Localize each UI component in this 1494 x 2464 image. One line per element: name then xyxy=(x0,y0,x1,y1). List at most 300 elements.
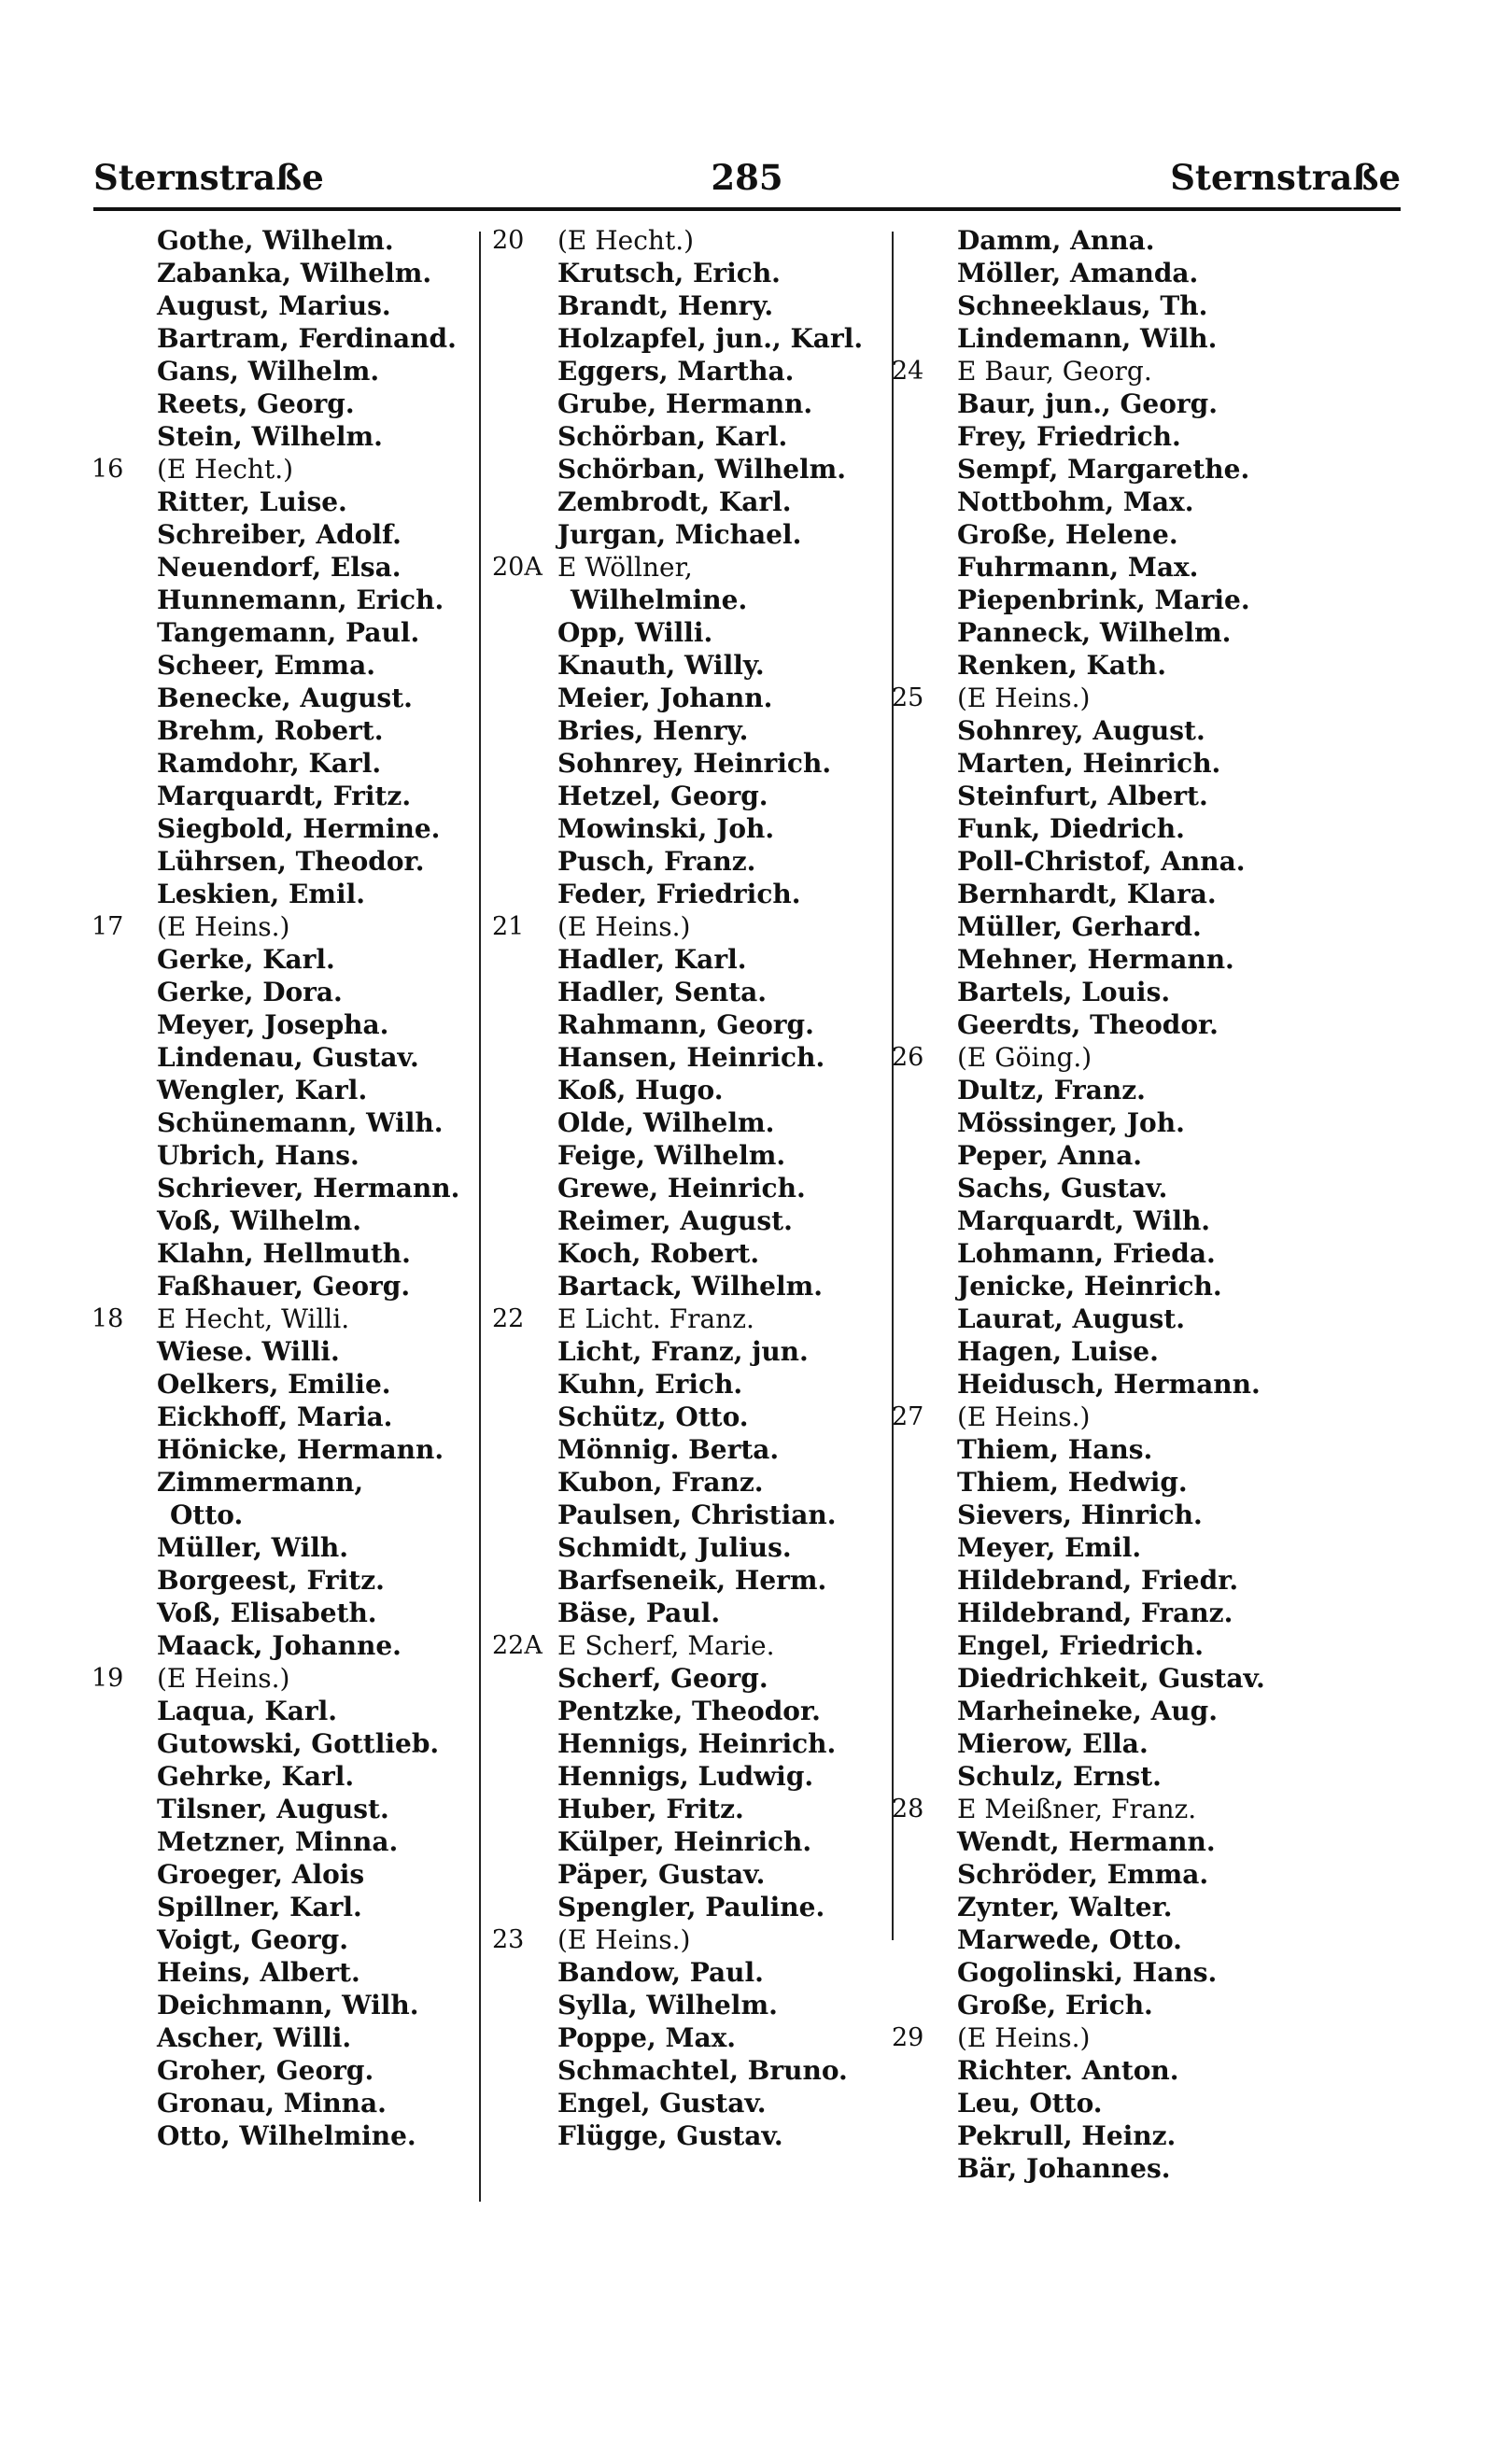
resident-name: Bandow, Paul. xyxy=(557,1957,764,1988)
resident-row xyxy=(92,2054,456,2087)
resident-row xyxy=(892,2054,1256,2087)
resident-row xyxy=(892,616,1256,649)
resident-name: Olde, Wilhelm. xyxy=(557,1107,775,1138)
column-2 xyxy=(492,224,864,2152)
resident-row xyxy=(892,1302,1256,1335)
resident-row xyxy=(92,1858,456,1891)
house-number: 18 xyxy=(92,1304,124,1333)
resident-name: Deichmann, Wilh. xyxy=(157,1990,419,2020)
resident-row xyxy=(492,289,856,322)
resident-row xyxy=(892,649,1256,682)
resident-name: Fuhrmann, Max. xyxy=(957,552,1199,583)
resident-row xyxy=(92,486,456,518)
resident-name: (E Hecht.) xyxy=(557,225,695,256)
resident-name: Neuendorf, Elsa. xyxy=(157,552,402,583)
resident-name: Tilsner, August. xyxy=(157,1794,389,1824)
resident-name: Schünemann, Wilh. xyxy=(157,1107,444,1138)
resident-name: Lührsen, Theodor. xyxy=(157,846,425,877)
house-number: 29 xyxy=(892,2023,924,2052)
resident-name: Hagen, Luise. xyxy=(957,1336,1159,1367)
resident-row xyxy=(92,649,456,682)
resident-name: Reets, Georg. xyxy=(157,388,355,419)
resident-row xyxy=(92,518,456,551)
resident-row xyxy=(92,387,456,420)
resident-row xyxy=(92,1106,456,1139)
resident-name: (E Heins.) xyxy=(557,1924,691,1955)
resident-row xyxy=(492,2021,856,2054)
house-number-row xyxy=(92,910,456,943)
resident-name: Ubrich, Hans. xyxy=(157,1140,359,1171)
resident-row xyxy=(892,845,1256,878)
house-number: 27 xyxy=(892,1402,924,1431)
resident-row xyxy=(892,1008,1256,1041)
resident-name: Krutsch, Erich. xyxy=(557,258,781,289)
resident-row xyxy=(892,1825,1256,1858)
resident-name: Klahn, Hellmuth. xyxy=(157,1238,411,1269)
resident-name: Otto. xyxy=(170,1500,244,1530)
resident-row xyxy=(92,322,456,355)
resident-name: Leu, Otto. xyxy=(957,2088,1103,2119)
resident-name: Hönicke, Hermann. xyxy=(157,1434,444,1465)
resident-row xyxy=(892,1531,1256,1564)
resident-name: Steinfurt, Albert. xyxy=(957,781,1208,811)
resident-name: Zimmermann, xyxy=(157,1467,364,1498)
resident-row xyxy=(92,1629,456,1662)
resident-name: Hunnemann, Erich. xyxy=(157,584,444,615)
resident-name: Brehm, Robert. xyxy=(157,715,384,746)
resident-row xyxy=(492,1858,856,1891)
resident-row xyxy=(492,387,856,420)
resident-row xyxy=(92,1335,456,1368)
resident-name: Mowinski, Joh. xyxy=(557,813,775,844)
resident-name: Kuhn, Erich. xyxy=(557,1369,743,1400)
resident-row xyxy=(92,682,456,714)
resident-row xyxy=(892,1074,1256,1106)
resident-name: Feder, Friedrich. xyxy=(557,879,801,909)
resident-row xyxy=(492,845,856,878)
resident-name: Große, Erich. xyxy=(957,1990,1153,2020)
resident-row xyxy=(492,1825,856,1858)
resident-row xyxy=(92,812,456,845)
house-number: 23 xyxy=(492,1925,525,1954)
resident-name: Zembrodt, Karl. xyxy=(557,486,792,517)
resident-name: Oelkers, Emilie. xyxy=(157,1369,391,1400)
resident-name: Rahmann, Georg. xyxy=(557,1009,814,1040)
resident-row xyxy=(892,1172,1256,1204)
resident-row xyxy=(492,1727,856,1760)
resident-row xyxy=(892,747,1256,780)
resident-name: Pusch, Franz. xyxy=(557,846,756,877)
resident-row xyxy=(892,1499,1256,1531)
resident-row xyxy=(892,714,1256,747)
resident-row xyxy=(892,1956,1256,1989)
resident-name: Poppe, Max. xyxy=(557,2022,737,2053)
resident-row xyxy=(492,1891,856,1923)
resident-name: Scheer, Emma. xyxy=(157,650,375,681)
house-number-row xyxy=(892,1041,1256,1074)
resident-row xyxy=(92,845,456,878)
resident-name: Gogolinski, Hans. xyxy=(957,1957,1218,1988)
resident-row xyxy=(92,584,456,616)
resident-name: Poll-Christof, Anna. xyxy=(957,846,1246,877)
resident-name: Dultz, Franz. xyxy=(957,1075,1146,1105)
resident-name: Gans, Wilhelm. xyxy=(157,356,380,387)
resident-name: Panneck, Wilhelm. xyxy=(957,617,1232,648)
resident-name: Gerke, Karl. xyxy=(157,944,335,975)
resident-name: Zabanka, Wilhelm. xyxy=(157,258,432,289)
resident-row xyxy=(492,486,856,518)
resident-name: E Wöllner, xyxy=(557,552,693,583)
resident-name: Jurgan, Michael. xyxy=(557,519,802,550)
resident-name: Sylla, Wilhelm. xyxy=(557,1990,778,2020)
resident-name: Schneeklaus, Th. xyxy=(957,290,1208,321)
resident-name: Voigt, Georg. xyxy=(157,1924,348,1955)
resident-name: E Licht. Franz. xyxy=(557,1303,754,1334)
resident-row xyxy=(92,355,456,387)
resident-name: Meyer, Josepha. xyxy=(157,1009,389,1040)
resident-name: Barfseneik, Herm. xyxy=(557,1565,827,1596)
resident-name: Zynter, Walter. xyxy=(957,1892,1173,1922)
resident-name: Meyer, Emil. xyxy=(957,1532,1142,1563)
house-number: 24 xyxy=(892,357,924,386)
resident-row xyxy=(492,682,856,714)
resident-row xyxy=(492,1433,856,1466)
resident-row xyxy=(92,780,456,812)
house-number-row xyxy=(492,1923,856,1956)
resident-row xyxy=(92,976,456,1008)
resident-row xyxy=(92,1139,456,1172)
resident-row xyxy=(492,1401,856,1433)
resident-row xyxy=(892,1695,1256,1727)
resident-row xyxy=(92,1531,456,1564)
resident-row xyxy=(892,551,1256,584)
resident-row xyxy=(892,1106,1256,1139)
street-name-right: Sternstraße xyxy=(1170,157,1401,198)
resident-name: Gutowski, Gottlieb. xyxy=(157,1728,440,1759)
resident-row xyxy=(492,1956,856,1989)
resident-name: Ritter, Luise. xyxy=(157,486,347,517)
resident-row xyxy=(492,2087,856,2119)
resident-row xyxy=(892,289,1256,322)
resident-name: Heins, Albert. xyxy=(157,1957,360,1988)
resident-name: Bartram, Ferdinand. xyxy=(157,323,457,354)
resident-name: Engel, Friedrich. xyxy=(957,1630,1204,1661)
resident-row xyxy=(492,453,856,486)
house-number-row xyxy=(892,1401,1256,1433)
resident-row xyxy=(892,1989,1256,2021)
resident-row xyxy=(492,943,856,976)
house-number-row xyxy=(892,355,1256,387)
resident-name: Wiese. Willi. xyxy=(157,1336,340,1367)
resident-row xyxy=(492,322,864,355)
resident-name: Siegbold, Hermine. xyxy=(157,813,441,844)
resident-row xyxy=(892,1139,1256,1172)
resident-name: Reimer, August. xyxy=(557,1205,793,1236)
resident-row xyxy=(892,1204,1256,1237)
resident-row xyxy=(492,1695,856,1727)
resident-name: Koch, Robert. xyxy=(557,1238,760,1269)
resident-name: Grube, Hermann. xyxy=(557,388,813,419)
resident-name: Mierow, Ella. xyxy=(957,1728,1149,1759)
resident-row xyxy=(92,257,456,289)
resident-name: Mönnig. Berta. xyxy=(557,1434,780,1465)
resident-row xyxy=(92,1597,456,1629)
resident-name: Maack, Johanne. xyxy=(157,1630,402,1661)
column-3 xyxy=(892,224,1265,2185)
resident-row xyxy=(492,714,856,747)
resident-name: Bäse, Paul. xyxy=(557,1598,721,1628)
resident-name: Peper, Anna. xyxy=(957,1140,1143,1171)
resident-name: Stein, Wilhelm. xyxy=(157,421,383,452)
resident-row xyxy=(492,1760,856,1793)
resident-row xyxy=(492,1368,856,1401)
resident-row xyxy=(92,2021,456,2054)
house-number-row xyxy=(492,551,856,584)
resident-row xyxy=(92,1433,456,1466)
resident-row xyxy=(92,1760,456,1793)
resident-name: Pekrull, Heinz. xyxy=(957,2120,1177,2151)
resident-row xyxy=(492,747,856,780)
resident-row xyxy=(492,1074,856,1106)
resident-row xyxy=(892,420,1256,453)
resident-name: Mehner, Hermann. xyxy=(957,944,1234,975)
resident-row xyxy=(92,943,456,976)
house-number: 20A xyxy=(492,553,543,582)
resident-name: Müller, Gerhard. xyxy=(957,911,1202,942)
resident-name: Baur, jun., Georg. xyxy=(957,388,1218,419)
resident-name: Schriever, Hermann. xyxy=(157,1173,460,1204)
resident-name: Kubon, Franz. xyxy=(557,1467,764,1498)
resident-name: Wengler, Karl. xyxy=(157,1075,368,1105)
resident-name: Damm, Anna. xyxy=(957,225,1155,256)
resident-row xyxy=(892,878,1256,910)
resident-name: (E Hecht.) xyxy=(157,454,294,485)
resident-row xyxy=(92,1727,456,1760)
resident-row xyxy=(92,1368,456,1401)
resident-name: Eickhoff, Maria. xyxy=(157,1401,393,1432)
resident-name: Wilhelmine. xyxy=(571,584,748,615)
resident-row xyxy=(492,976,856,1008)
resident-name: (E Heins.) xyxy=(157,911,290,942)
page-header xyxy=(93,157,1401,204)
house-number: 22 xyxy=(492,1304,525,1333)
resident-name: Gehrke, Karl. xyxy=(157,1761,355,1792)
resident-name: Nottbohm, Max. xyxy=(957,486,1194,517)
resident-name: (E Heins.) xyxy=(557,911,691,942)
resident-name: Metzner, Minna. xyxy=(157,1826,399,1857)
resident-row xyxy=(892,1662,1265,1695)
resident-name: Sohnrey, Heinrich. xyxy=(557,748,832,779)
resident-name: Sachs, Gustav. xyxy=(957,1173,1168,1204)
resident-row xyxy=(92,1564,456,1597)
resident-name: Bartels, Louis. xyxy=(957,977,1171,1007)
resident-row xyxy=(892,1335,1256,1368)
resident-name: Frey, Friedrich. xyxy=(957,421,1181,452)
resident-row xyxy=(92,1793,456,1825)
resident-row xyxy=(492,420,856,453)
resident-name: Große, Helene. xyxy=(957,519,1178,550)
resident-row xyxy=(92,1401,456,1433)
resident-row xyxy=(492,1106,856,1139)
resident-name: Paulsen, Christian. xyxy=(557,1500,837,1530)
house-number-row xyxy=(892,682,1256,714)
resident-row xyxy=(492,1204,856,1237)
resident-row xyxy=(892,322,1256,355)
resident-row xyxy=(892,1629,1256,1662)
resident-row xyxy=(92,1956,456,1989)
resident-row xyxy=(892,453,1256,486)
house-number: 28 xyxy=(892,1795,924,1823)
resident-name: Marwede, Otto. xyxy=(957,1924,1182,1955)
house-number-row xyxy=(92,1662,456,1695)
resident-row xyxy=(92,1989,456,2021)
resident-row xyxy=(892,1433,1256,1466)
resident-name: Sievers, Hinrich. xyxy=(957,1500,1203,1530)
resident-row xyxy=(92,1074,456,1106)
resident-row xyxy=(92,616,456,649)
resident-row xyxy=(492,780,856,812)
resident-row xyxy=(492,2119,856,2152)
resident-name: Faßhauer, Georg. xyxy=(157,1271,411,1302)
resident-name: Marquardt, Fritz. xyxy=(157,781,412,811)
resident-name: Flügge, Gustav. xyxy=(557,2120,783,2151)
resident-name: Külper, Heinrich. xyxy=(557,1826,812,1857)
resident-name: Wendt, Hermann. xyxy=(957,1826,1216,1857)
resident-row xyxy=(492,355,856,387)
resident-name: Bär, Johannes. xyxy=(957,2153,1171,2184)
house-number: 16 xyxy=(92,455,124,484)
header-rule xyxy=(93,207,1401,211)
resident-name: Leskien, Emil. xyxy=(157,879,365,909)
resident-row xyxy=(92,1891,456,1923)
resident-row xyxy=(892,1368,1261,1401)
resident-name: Voß, Wilhelm. xyxy=(157,1205,362,1236)
resident-name: August, Marius. xyxy=(157,290,391,321)
resident-name: Ramdohr, Karl. xyxy=(157,748,382,779)
resident-row xyxy=(892,224,1256,257)
resident-name: Schröder, Emma. xyxy=(957,1859,1209,1890)
resident-row xyxy=(492,1270,856,1302)
resident-row xyxy=(492,2054,856,2087)
resident-name: Jenicke, Heinrich. xyxy=(957,1271,1222,1302)
resident-row xyxy=(892,2119,1256,2152)
resident-name: Marten, Heinrich. xyxy=(957,748,1221,779)
house-number-row xyxy=(492,1302,856,1335)
resident-row xyxy=(892,1891,1256,1923)
resident-row xyxy=(492,649,856,682)
resident-row xyxy=(892,976,1256,1008)
resident-name: Marheineke, Aug. xyxy=(957,1696,1218,1726)
resident-row xyxy=(492,1499,856,1531)
resident-row xyxy=(892,943,1256,976)
resident-name: Tangemann, Paul. xyxy=(157,617,420,648)
resident-row xyxy=(492,584,856,616)
resident-name: Thiem, Hedwig. xyxy=(957,1467,1188,1498)
house-number-row xyxy=(892,1793,1256,1825)
resident-name: Scherf, Georg. xyxy=(557,1663,768,1694)
resident-name: Diedrichkeit, Gustav. xyxy=(957,1663,1265,1694)
resident-name: Feige, Wilhelm. xyxy=(557,1140,786,1171)
house-number-row xyxy=(92,453,456,486)
resident-row xyxy=(892,257,1256,289)
resident-row xyxy=(92,1237,456,1270)
resident-name: Thiem, Hans. xyxy=(957,1434,1153,1465)
resident-row xyxy=(492,257,856,289)
resident-row xyxy=(892,1727,1256,1760)
resident-name: Gronau, Minna. xyxy=(157,2088,387,2119)
resident-name: Richter. Anton. xyxy=(957,2055,1179,2086)
resident-row xyxy=(892,1270,1256,1302)
resident-name: Gothe, Wilhelm. xyxy=(157,225,394,256)
resident-name: E Baur, Georg. xyxy=(957,356,1152,387)
resident-row xyxy=(92,289,456,322)
resident-name: Renken, Kath. xyxy=(957,650,1167,681)
resident-name: Hennigs, Heinrich. xyxy=(557,1728,837,1759)
resident-row xyxy=(892,1237,1256,1270)
resident-row xyxy=(92,224,456,257)
resident-name: Schörban, Wilhelm. xyxy=(557,454,847,485)
resident-name: Schütz, Otto. xyxy=(557,1401,749,1432)
house-number-row xyxy=(492,910,856,943)
resident-name: Hildebrand, Franz. xyxy=(957,1598,1233,1628)
resident-name: Möller, Amanda. xyxy=(957,258,1199,289)
resident-name: E Meißner, Franz. xyxy=(957,1794,1197,1824)
resident-row xyxy=(892,2152,1256,2185)
resident-name: Schulz, Ernst. xyxy=(957,1761,1162,1792)
resident-name: Heidusch, Hermann. xyxy=(957,1369,1261,1400)
resident-row xyxy=(92,714,456,747)
resident-name: Hansen, Heinrich. xyxy=(557,1042,825,1073)
resident-name: Huber, Fritz. xyxy=(557,1794,744,1824)
resident-name: (E Göing.) xyxy=(957,1042,1092,1073)
resident-name: Groeger, Alois xyxy=(157,1859,365,1890)
resident-row xyxy=(892,518,1256,551)
resident-row xyxy=(92,551,456,584)
resident-name: Eggers, Martha. xyxy=(557,356,795,387)
resident-name: Voß, Elisabeth. xyxy=(157,1598,377,1628)
resident-name: Mössinger, Joh. xyxy=(957,1107,1185,1138)
resident-name: Ascher, Willi. xyxy=(157,2022,352,2053)
resident-name: Marquardt, Wilh. xyxy=(957,1205,1211,1236)
resident-name: Engel, Gustav. xyxy=(557,2088,767,2119)
house-number: 25 xyxy=(892,683,924,712)
column-1 xyxy=(92,224,460,2152)
house-number-row xyxy=(492,224,856,257)
resident-name: Lohmann, Frieda. xyxy=(957,1238,1216,1269)
resident-row xyxy=(892,910,1256,943)
resident-row xyxy=(892,2087,1256,2119)
resident-row xyxy=(492,1237,856,1270)
resident-name: Meier, Johann. xyxy=(557,683,773,713)
resident-row xyxy=(492,812,856,845)
resident-name: Grewe, Heinrich. xyxy=(557,1173,806,1204)
resident-name: Knauth, Willy. xyxy=(557,650,765,681)
house-number: 22A xyxy=(492,1631,543,1660)
resident-row xyxy=(492,518,856,551)
resident-row xyxy=(492,1564,856,1597)
resident-row xyxy=(92,2087,456,2119)
house-number: 20 xyxy=(492,226,525,255)
resident-row xyxy=(492,1793,856,1825)
resident-name: Sohnrey, August. xyxy=(957,715,1205,746)
resident-name: E Scherf, Marie. xyxy=(557,1630,775,1661)
resident-row xyxy=(92,1008,456,1041)
resident-name: Brandt, Henry. xyxy=(557,290,774,321)
resident-row xyxy=(492,1172,856,1204)
resident-row xyxy=(92,1466,456,1499)
resident-row xyxy=(492,1989,856,2021)
resident-row xyxy=(892,1923,1256,1956)
